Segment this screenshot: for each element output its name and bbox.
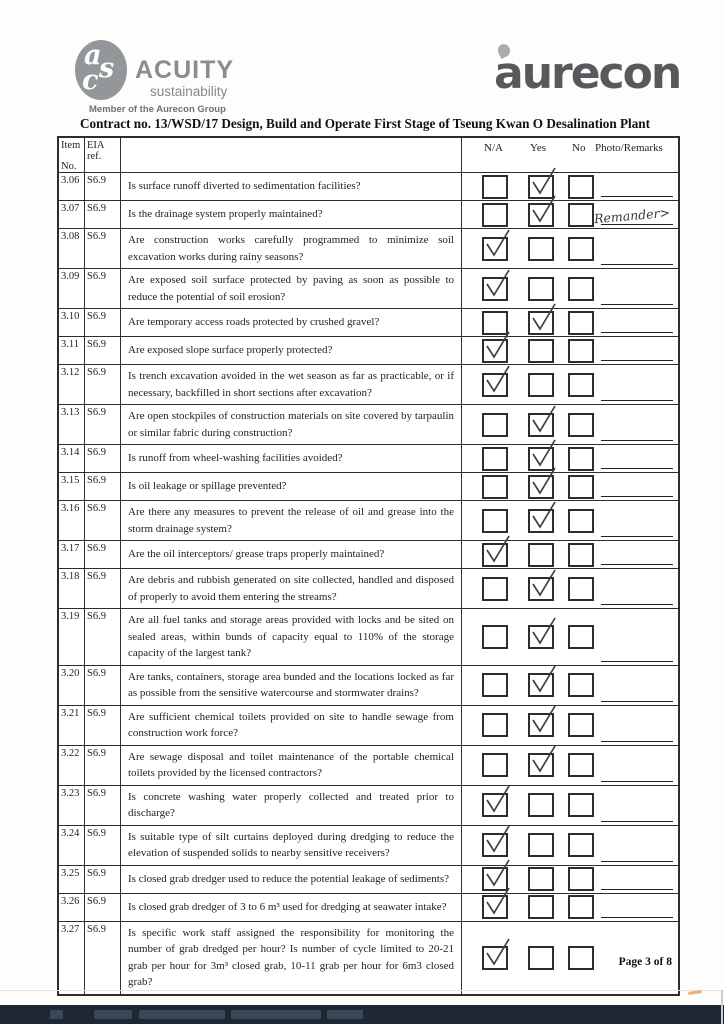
remark-underline <box>601 196 673 197</box>
answers-cell <box>462 229 678 268</box>
page-edge-divider <box>0 990 724 991</box>
check-tick-icon <box>482 363 512 395</box>
eia-ref-cell: S6.9 <box>85 445 121 472</box>
item-number-cell: 3.13 <box>59 405 85 444</box>
checklist-row-3.19 <box>59 608 678 665</box>
question-cell <box>121 365 462 404</box>
checkbox-na[interactable] <box>482 373 508 397</box>
orange-highlight-mark <box>688 990 702 995</box>
checkbox-no[interactable] <box>568 895 594 919</box>
question-cell <box>121 201 462 228</box>
remark-underline <box>601 821 673 822</box>
taskbar-item[interactable] <box>139 1010 225 1019</box>
checklist-row-3.13 <box>59 404 678 444</box>
eia-ref-cell: S6.9 <box>85 866 121 893</box>
checkbox-na[interactable] <box>482 339 508 363</box>
remark-underline <box>601 536 673 537</box>
remark-underline <box>601 360 673 361</box>
checklist-row-3.26 <box>59 893 678 921</box>
eia-ref-cell: S6.9 <box>85 826 121 865</box>
col-header-no: No <box>572 142 586 154</box>
check-tick-icon <box>528 703 558 735</box>
checkbox-yes[interactable] <box>528 713 554 737</box>
question-cell <box>121 746 462 785</box>
item-number-cell: 3.21 <box>59 706 85 745</box>
question-cell <box>121 229 462 268</box>
eia-ref-cell: S6.9 <box>85 173 121 200</box>
check-tick-icon <box>528 567 558 599</box>
remark-underline <box>601 564 673 565</box>
checkbox-no[interactable] <box>568 577 594 601</box>
question-text: Are sufficient chemical toilets provided on site to handle sewage from construction work force? <box>128 710 454 740</box>
answers-cell <box>462 826 678 865</box>
question-text: Is trench excavation avoided in the wet season as far as practicable, or if necessary, backfilled in short sections after excavation? <box>128 370 454 399</box>
item-number-cell: 3.23 <box>59 786 85 825</box>
checkbox-yes[interactable] <box>528 237 554 261</box>
eia-ref-cell: S6.9 <box>85 229 121 268</box>
checkbox-na[interactable] <box>482 895 508 919</box>
answers-cell <box>462 706 678 745</box>
checklist-row-3.09 <box>59 268 678 308</box>
answers-cell <box>462 337 678 364</box>
checkbox-yes[interactable] <box>528 946 554 970</box>
item-number-cell: 3.16 <box>59 501 85 540</box>
item-number-cell: 3.17 <box>59 541 85 568</box>
checklist-row-3.20 <box>59 665 678 705</box>
checkbox-na[interactable] <box>482 509 508 533</box>
checkbox-yes[interactable] <box>528 373 554 397</box>
page-number: Page 3 of 8 <box>618 956 672 968</box>
checkbox-no[interactable] <box>568 311 594 335</box>
checkbox-yes[interactable] <box>528 509 554 533</box>
checkbox-no[interactable] <box>568 673 594 697</box>
answers-cell <box>462 501 678 540</box>
checkbox-no[interactable] <box>568 175 594 199</box>
checklist-row-3.25 <box>59 865 678 893</box>
question-cell <box>121 609 462 665</box>
checklist-row-3.12 <box>59 364 678 404</box>
taskbar[interactable] <box>0 1005 724 1024</box>
checklist-body <box>59 172 678 994</box>
checkbox-yes[interactable] <box>528 895 554 919</box>
checkbox-na[interactable] <box>482 277 508 301</box>
checklist-row-3.14 <box>59 444 678 472</box>
eia-ref-cell: S6.9 <box>85 666 121 705</box>
eia-ref-cell: S6.9 <box>85 365 121 404</box>
checklist-row-3.17 <box>59 540 678 568</box>
checklist-row-3.08 <box>59 228 678 268</box>
checkbox-no[interactable] <box>568 277 594 301</box>
item-number-cell: 3.15 <box>59 473 85 500</box>
checkbox-na[interactable] <box>482 413 508 437</box>
answers-cell <box>462 866 678 893</box>
checkbox-na[interactable] <box>482 175 508 199</box>
acuity-tagline: sustainability <box>150 84 228 99</box>
remark-underline <box>601 264 673 265</box>
checkbox-no[interactable] <box>568 475 594 499</box>
check-tick-icon <box>528 743 558 775</box>
remark-underline <box>601 861 673 862</box>
checkbox-no[interactable] <box>568 509 594 533</box>
item-number-cell: 3.09 <box>59 269 85 308</box>
checklist-row-3.21 <box>59 705 678 745</box>
answers-cell <box>462 269 678 308</box>
checkbox-yes[interactable] <box>528 833 554 857</box>
checklist-row-3.24 <box>59 825 678 865</box>
question-text: Are construction works carefully programmed to minimize soil excavation works during rainy seasons? <box>128 234 454 263</box>
check-tick-icon <box>528 663 558 695</box>
checkbox-no[interactable] <box>568 867 594 891</box>
checkbox-na[interactable] <box>482 833 508 857</box>
question-cell <box>121 569 462 608</box>
question-cell <box>121 786 462 825</box>
aurecon-logo <box>494 44 681 106</box>
eia-ref-cell: S6.9 <box>85 405 121 444</box>
checkbox-na[interactable] <box>482 713 508 737</box>
question-cell <box>121 666 462 705</box>
checkbox-yes[interactable] <box>528 673 554 697</box>
checklist-row-3.16 <box>59 500 678 540</box>
eia-ref-cell: S6.9 <box>85 609 121 665</box>
question-text: Is closed grab dredger of 3 to 6 m³ used for dredging at seawater intake? <box>128 900 447 913</box>
checkbox-no[interactable] <box>568 946 594 970</box>
taskbar-item[interactable] <box>327 1010 363 1019</box>
answers-cell <box>462 173 678 200</box>
checklist-row-3.15 <box>59 472 678 500</box>
question-cell <box>121 922 462 994</box>
checkbox-na[interactable] <box>482 753 508 777</box>
answers-cell <box>462 609 678 665</box>
answers-cell <box>462 569 678 608</box>
question-text: Is surface runoff diverted to sedimentation facilities? <box>128 180 361 193</box>
eia-ref-cell: S6.9 <box>85 309 121 336</box>
checkbox-yes[interactable] <box>528 543 554 567</box>
item-number-cell: 3.25 <box>59 866 85 893</box>
eia-ref-cell: S6.9 <box>85 337 121 364</box>
question-text: Is specific work staff assigned the responsibility for monitoring the number of grab dredged per hour? Is number of cycle limited to 20-21 grab per hour for 3m³ closed grab, 10-11 grab per hour for 6m3 closed grab? <box>128 926 454 989</box>
remark-underline <box>601 781 673 782</box>
answers-cell <box>462 473 678 500</box>
acuity-logo <box>75 40 265 120</box>
question-text: Are debris and rubbish generated on site collected, handled and disposed of properly to avoid them entering the streams? <box>128 574 454 603</box>
checkbox-yes[interactable] <box>528 577 554 601</box>
acuity-monogram-icon <box>75 40 127 100</box>
question-text: Are exposed soil surface protected by paving as soon as possible to reduce the potential of soil erosion? <box>128 274 454 303</box>
checkbox-yes[interactable] <box>528 175 554 199</box>
item-number-cell: 3.12 <box>59 365 85 404</box>
checklist-row-3.10 <box>59 308 678 336</box>
answers-cell <box>462 746 678 785</box>
checkbox-na[interactable] <box>482 946 508 970</box>
taskbar-item[interactable] <box>94 1010 132 1019</box>
remark-underline <box>601 604 673 605</box>
answers-cell <box>462 541 678 568</box>
remark-underline <box>601 304 673 305</box>
checkbox-no[interactable] <box>568 447 594 471</box>
checkbox-no[interactable] <box>568 625 594 649</box>
checkbox-yes[interactable] <box>528 339 554 363</box>
remark-underline <box>601 468 673 469</box>
checkbox-na[interactable] <box>482 311 508 335</box>
answers-cell <box>462 786 678 825</box>
checkbox-na[interactable] <box>482 237 508 261</box>
question-text: Are all fuel tanks and storage areas provided with locks and be sited on sealed areas, within bunds of capacity equal to 110% of the storage capacity of the largest tank? <box>128 614 454 660</box>
question-cell <box>121 706 462 745</box>
question-text: Are sewage disposal and toilet maintenance of the portable chemical toilets provided by the licensed contractors? <box>128 750 454 780</box>
question-text: Are exposed slope surface properly protected? <box>128 344 333 357</box>
checkbox-na[interactable] <box>482 867 508 891</box>
eia-ref-cell: S6.9 <box>85 501 121 540</box>
check-tick-icon <box>528 615 558 647</box>
checkbox-no[interactable] <box>568 543 594 567</box>
checkbox-na[interactable] <box>482 447 508 471</box>
remark-underline <box>601 400 673 401</box>
monogram-letter: c <box>82 65 99 96</box>
checkbox-no[interactable] <box>568 339 594 363</box>
question-cell <box>121 405 462 444</box>
question-text: Is concrete washing water properly collected and treated prior to discharge? <box>128 790 454 820</box>
remark-underline <box>601 496 673 497</box>
item-number-cell: 3.24 <box>59 826 85 865</box>
item-number-cell: 3.22 <box>59 746 85 785</box>
checklist-row-3.23 <box>59 785 678 825</box>
checkbox-yes[interactable] <box>528 311 554 335</box>
checkbox-yes[interactable] <box>528 277 554 301</box>
col-header-eia-ref: EIA ref. <box>85 138 121 172</box>
question-text: Is the drainage system properly maintained? <box>128 208 323 221</box>
checkbox-no[interactable] <box>568 237 594 261</box>
remark-underline <box>601 889 673 890</box>
checkbox-na[interactable] <box>482 543 508 567</box>
checkbox-na[interactable] <box>482 793 508 817</box>
checkbox-yes[interactable] <box>528 625 554 649</box>
check-tick-icon <box>482 783 512 815</box>
question-text: Are the oil interceptors/ grease traps properly maintained? <box>128 548 385 561</box>
checkbox-yes[interactable] <box>528 447 554 471</box>
eia-ref-cell: S6.9 <box>85 746 121 785</box>
checklist-row-3.27 <box>59 921 678 994</box>
check-tick-icon <box>482 267 512 299</box>
answers-cell <box>462 365 678 404</box>
question-text: Is suitable type of silt curtains deployed during dredging to reduce the elevation of suspended solids to nearby sensitive receivers? <box>128 830 454 860</box>
question-cell <box>121 501 462 540</box>
checklist-row-3.11 <box>59 336 678 364</box>
checkbox-no[interactable] <box>568 413 594 437</box>
monogram-letter: a <box>84 40 102 71</box>
item-number-cell: 3.26 <box>59 894 85 921</box>
check-tick-icon <box>482 936 512 968</box>
checklist-row-3.06 <box>59 172 678 200</box>
item-number-cell: 3.08 <box>59 229 85 268</box>
table-header-row <box>59 138 678 172</box>
taskbar-item[interactable] <box>50 1010 63 1019</box>
question-cell <box>121 866 462 893</box>
remark-underline <box>601 701 673 702</box>
checkbox-no[interactable] <box>568 713 594 737</box>
question-text: Are temporary access roads protected by crushed gravel? <box>128 316 380 329</box>
item-number-cell: 3.20 <box>59 666 85 705</box>
question-text: Is oil leakage or spillage prevented? <box>128 480 287 493</box>
checkbox-no[interactable] <box>568 203 594 227</box>
item-number-cell: 3.11 <box>59 337 85 364</box>
document-title: Contract no. 13/WSD/17 Design, Build and Operate First Stage of Tseung Kwan O Desalination Plant <box>79 116 651 131</box>
col-header-na: N/A <box>484 142 503 154</box>
question-cell <box>121 541 462 568</box>
eia-ref-cell: S6.9 <box>85 786 121 825</box>
checkbox-no[interactable] <box>568 833 594 857</box>
checkbox-yes[interactable] <box>528 793 554 817</box>
question-text: Is closed grab dredger used to reduce the potential leakage of sediments? <box>128 872 450 885</box>
question-cell <box>121 473 462 500</box>
answers-cell <box>462 445 678 472</box>
question-cell <box>121 309 462 336</box>
col-header-item-no: Item No. <box>59 138 85 172</box>
answers-cell <box>462 201 678 228</box>
handwritten-remark: Remander> <box>593 204 671 227</box>
checkbox-yes[interactable] <box>528 203 554 227</box>
scrollbar[interactable] <box>721 990 723 1024</box>
remark-underline <box>601 224 673 225</box>
item-number-cell: 3.19 <box>59 609 85 665</box>
question-text: Is runoff from wheel-washing facilities avoided? <box>128 452 343 465</box>
question-cell <box>121 337 462 364</box>
checkbox-na[interactable] <box>482 673 508 697</box>
remark-underline <box>601 661 673 662</box>
eia-ref-cell: S6.9 <box>85 569 121 608</box>
item-number-cell: 3.18 <box>59 569 85 608</box>
checkbox-na[interactable] <box>482 203 508 227</box>
monogram-letter: s <box>99 53 115 84</box>
check-tick-icon <box>528 499 558 531</box>
checklist-row-3.22 <box>59 745 678 785</box>
checkbox-na[interactable] <box>482 475 508 499</box>
eia-ref-cell: S6.9 <box>85 473 121 500</box>
checkbox-na[interactable] <box>482 577 508 601</box>
question-text: Are there any measures to prevent the release of oil and grease into the storm drainage system? <box>128 506 454 535</box>
check-tick-icon <box>482 227 512 259</box>
checklist-row-3.07 <box>59 200 678 228</box>
acuity-member-line: Member of the Aurecon Group <box>89 104 226 115</box>
col-header-answers <box>462 138 678 172</box>
item-number-cell: 3.07 <box>59 201 85 228</box>
question-cell <box>121 826 462 865</box>
checkbox-no[interactable] <box>568 793 594 817</box>
eia-ref-cell: S6.9 <box>85 269 121 308</box>
col-header-remarks: Photo/Remarks <box>595 142 663 154</box>
answers-cell <box>462 405 678 444</box>
answers-cell <box>462 894 678 921</box>
question-text: Are open stockpiles of construction materials on site covered by tarpaulin or similar fabric during construction? <box>128 410 454 439</box>
checkbox-no[interactable] <box>568 373 594 397</box>
eia-ref-cell: S6.9 <box>85 922 121 994</box>
col-header-question <box>121 138 462 172</box>
checkbox-yes[interactable] <box>528 413 554 437</box>
eia-ref-cell: S6.9 <box>85 541 121 568</box>
eia-ref-cell: S6.9 <box>85 201 121 228</box>
col-header-yes: Yes <box>530 142 547 154</box>
question-cell <box>121 894 462 921</box>
question-text: Are tanks, containers, storage area bunded and the locations locked as far as possible from the sensitive watercourse and stormwater drains? <box>128 670 454 700</box>
remark-underline <box>601 917 673 918</box>
acuity-wordmark: ACUITY <box>135 56 235 84</box>
item-number-cell: 3.14 <box>59 445 85 472</box>
checkbox-yes[interactable] <box>528 753 554 777</box>
checkbox-na[interactable] <box>482 625 508 649</box>
eia-ref-cell: S6.9 <box>85 706 121 745</box>
answers-cell <box>462 666 678 705</box>
remark-underline <box>601 741 673 742</box>
check-tick-icon <box>482 823 512 855</box>
checklist-row-3.18 <box>59 568 678 608</box>
check-tick-icon <box>528 403 558 435</box>
checkbox-yes[interactable] <box>528 867 554 891</box>
remark-underline <box>601 440 673 441</box>
checkbox-yes[interactable] <box>528 475 554 499</box>
question-cell <box>121 173 462 200</box>
checkbox-no[interactable] <box>568 753 594 777</box>
question-cell <box>121 269 462 308</box>
answers-cell <box>462 309 678 336</box>
item-number-cell: 3.10 <box>59 309 85 336</box>
taskbar-item[interactable] <box>231 1010 321 1019</box>
remark-underline <box>601 332 673 333</box>
question-cell <box>121 445 462 472</box>
item-number-cell: 3.27 <box>59 922 85 994</box>
item-number-cell: 3.06 <box>59 173 85 200</box>
checklist-table <box>57 136 680 996</box>
aurecon-wordmark: aurecon <box>494 48 681 99</box>
eia-ref-cell: S6.9 <box>85 894 121 921</box>
